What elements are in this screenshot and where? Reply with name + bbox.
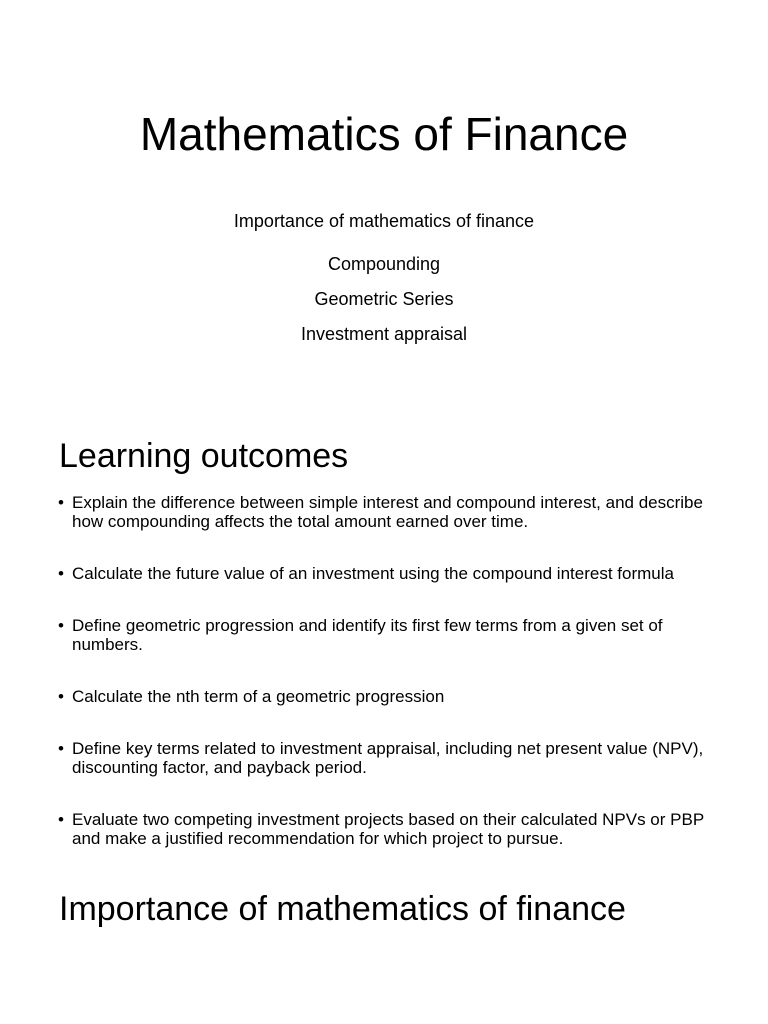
bullet-icon: • <box>58 564 64 583</box>
bullet-icon: • <box>58 616 64 635</box>
outcome-text: Define key terms related to investment appraisal, including net present value (NPV), discounting factor, and payback period. <box>72 739 704 777</box>
bullet-icon: • <box>58 493 64 512</box>
bullet-icon: • <box>58 739 64 758</box>
topic-item-geometric-series: Geometric Series <box>314 289 454 309</box>
outcome-text: Explain the difference between simple interest and compound interest, and describe how compounding affects the total amount earned over time. <box>72 493 703 531</box>
bullet-icon: • <box>58 687 64 706</box>
learning-outcomes-list <box>0 493 768 848</box>
outcome-text: Define geometric progression and identify its first few terms from a given set of numbers. <box>72 616 663 654</box>
topic-item-compounding: Compounding <box>327 254 441 274</box>
learning-outcomes-container <box>0 490 768 864</box>
list-item <box>0 493 768 531</box>
list-item <box>0 810 768 848</box>
learning-outcomes-heading: Learning outcomes <box>59 437 349 475</box>
outcome-text: Evaluate two competing investment projects based on their calculated NPVs or PBP and make a justified recommendation for which project to pursue. <box>72 810 704 848</box>
topic-item-importance: Importance of mathematics of finance <box>233 211 535 231</box>
list-item <box>0 739 768 777</box>
topic-list <box>0 210 768 358</box>
outcome-text: Calculate the future value of an investment using the compound interest formula <box>72 564 674 583</box>
list-item <box>0 687 768 706</box>
list-item <box>0 564 768 583</box>
topic-item-investment-appraisal: Investment appraisal <box>300 324 468 344</box>
importance-heading: Importance of mathematics of finance <box>59 890 626 928</box>
list-item <box>0 616 768 654</box>
bullet-icon: • <box>58 810 64 829</box>
page-title: Mathematics of Finance <box>139 108 629 160</box>
outcome-text: Calculate the nth term of a geometric progression <box>72 687 445 706</box>
